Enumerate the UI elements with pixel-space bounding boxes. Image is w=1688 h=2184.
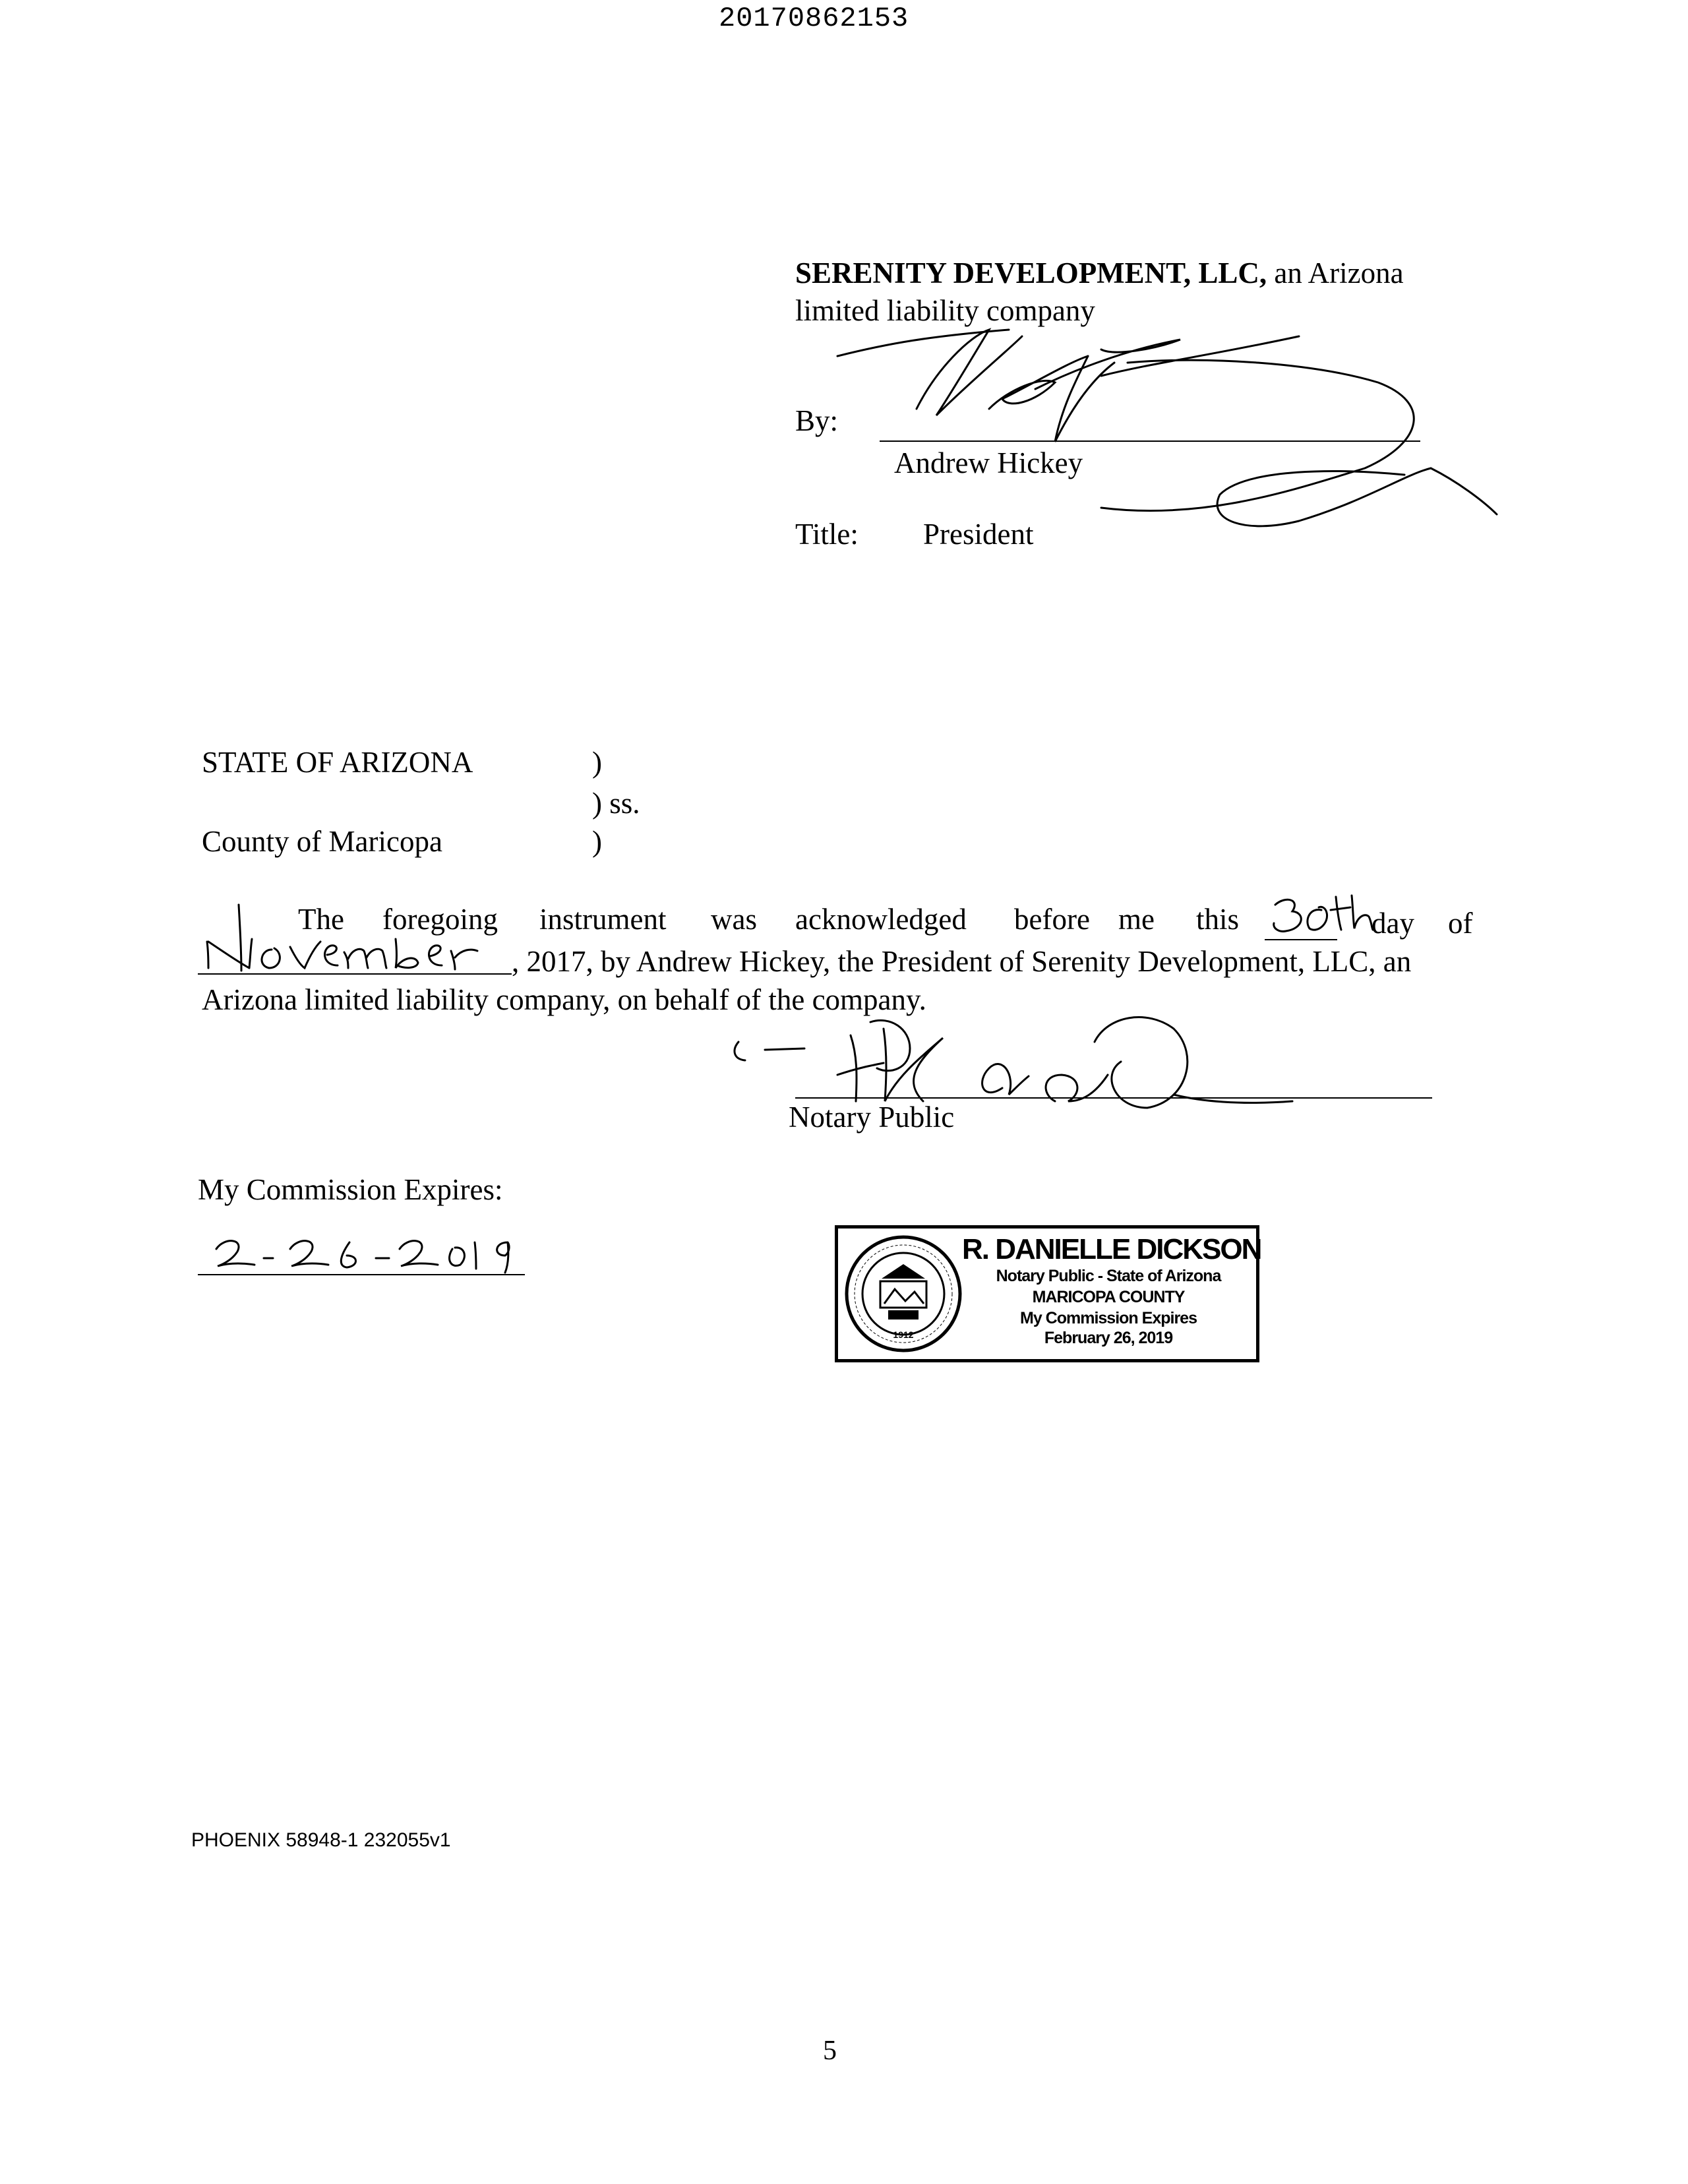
stamp-line: MARICOPA COUNTY xyxy=(1032,1288,1185,1306)
ack-word: before xyxy=(1014,903,1090,936)
ack-line-2: , 2017, by Andrew Hickey, the President of Serenity Development, LLC, an xyxy=(512,945,1412,978)
venue-county: County of Maricopa xyxy=(202,825,442,858)
stamp-line: February 26, 2019 xyxy=(1044,1329,1173,1347)
handwritten-commission-date xyxy=(198,1223,528,1282)
commission-label: My Commission Expires: xyxy=(198,1173,503,1206)
ack-word: acknowledged xyxy=(795,903,967,936)
ack-word: instrument xyxy=(539,903,667,936)
ack-word: foregoing xyxy=(382,903,498,936)
footer-file-ref: PHOENIX 58948-1 232055v1 xyxy=(191,1829,451,1851)
seal-year: 1912 xyxy=(893,1329,914,1340)
ack-word: day xyxy=(1372,907,1414,940)
state-seal-icon xyxy=(842,1232,965,1355)
venue-ss: ) ss. xyxy=(592,787,640,820)
stamp-line: My Commission Expires xyxy=(1020,1309,1197,1327)
month-blank-line xyxy=(198,973,512,975)
document-number: 20170862153 xyxy=(719,3,909,34)
title-label: Title: xyxy=(795,518,859,551)
company-line xyxy=(795,258,1404,288)
ack-word: was xyxy=(711,903,757,936)
ack-word: of xyxy=(1448,907,1473,940)
company-desc-2: limited liability company xyxy=(795,294,1095,327)
ack-word: The xyxy=(298,903,344,936)
title-value: President xyxy=(923,518,1034,551)
stamp-notary-name: R. DANIELLE DICKSON xyxy=(962,1233,1261,1265)
company-desc-1: an Arizona xyxy=(1274,257,1404,289)
page-number: 5 xyxy=(823,2036,837,2066)
venue-paren: ) xyxy=(592,825,602,858)
notary-stamp xyxy=(835,1225,1259,1362)
company-name: SERENITY DEVELOPMENT, LLC, xyxy=(795,257,1267,289)
by-label: By: xyxy=(795,404,839,437)
venue-state: STATE OF ARIZONA xyxy=(202,746,473,779)
ack-line-3: Arizona limited liability company, on behalf of the company. xyxy=(202,983,926,1016)
venue-paren: ) xyxy=(592,746,602,779)
signature-line xyxy=(880,440,1420,442)
handwritten-day xyxy=(1266,890,1378,943)
ack-word: this xyxy=(1196,903,1240,936)
handwritten-month xyxy=(198,902,514,975)
commission-date-line xyxy=(198,1274,525,1275)
stamp-line: Notary Public - State of Arizona xyxy=(996,1267,1221,1285)
notary-label: Notary Public xyxy=(789,1101,955,1134)
day-blank-line xyxy=(1265,939,1337,940)
signer-name: Andrew Hickey xyxy=(894,446,1083,479)
ack-word: me xyxy=(1118,903,1155,936)
notary-signature-line xyxy=(795,1097,1432,1099)
